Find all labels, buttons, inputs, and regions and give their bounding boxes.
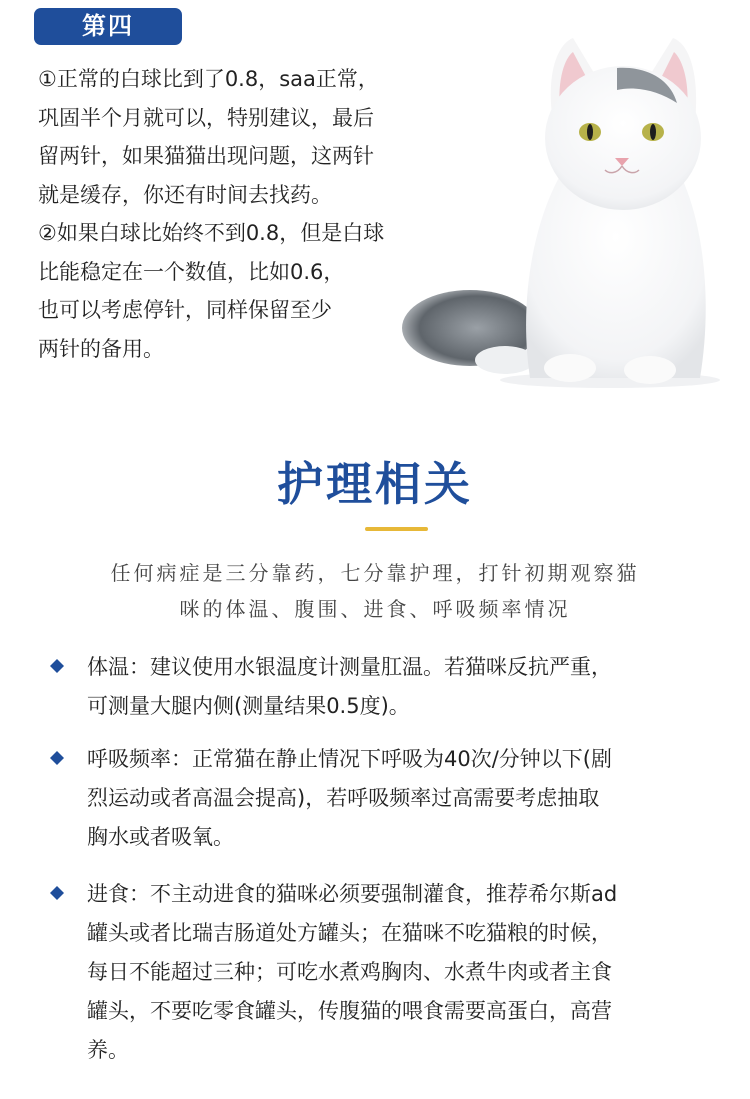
intro-line: 咪的体温、腹围、进食、呼吸频率情况 [179,597,571,621]
item-line: 罐头或者比瑞吉肠道处方罐头；在猫咪不吃猫粮的时候， [87,921,612,945]
badge-label: 第四 [82,12,134,40]
diamond-bullet-icon [50,886,64,900]
section-badge [34,8,182,45]
section-title: 护理相关 [277,457,473,511]
diamond-bullet-icon [50,751,64,765]
item-line: 烈运动或者高温会提高)，若呼吸频率过高需要考虑抽取 [87,786,600,810]
paragraph-line: 就是缓存，你还有时间去找药。 [38,182,332,207]
paragraph-line: 比能稳定在一个数值，比如0.6， [38,259,345,284]
item-line: 呼吸频率：正常猫在静止情况下呼吸为40次/分钟以下(剧 [87,747,612,771]
cat-illustration [395,28,725,388]
paragraph-line: ②如果白球比始终不到0.8，但是白球 [38,221,385,245]
item-line: 胸水或者吸氧。 [87,825,234,849]
paragraph-line: 巩固半个月就可以，特别建议，最后 [38,105,374,130]
item-line: 罐头，不要吃零食罐头，传腹猫的喂食需要高蛋白，高营 [87,999,612,1023]
item-line: 每日不能超过三种；可吃水煮鸡胸肉、水煮牛肉或者主食 [87,960,612,984]
item-line: 进食：不主动进食的猫咪必须要强制灌食，推荐希尔斯ad [87,882,618,906]
paragraph-line: 两针的备用。 [38,336,164,361]
intro-line: 任何病症是三分靠药，七分靠护理，打针初期观察猫 [110,561,640,585]
item-line: 可测量大腿内侧(测量结果0.5度)。 [87,694,410,718]
paragraph-line: 也可以考虑停针，同样保留至少 [38,298,332,322]
section-intro [40,555,710,627]
title-underline [365,527,428,531]
item-line: 体温：建议使用水银温度计测量肛温。若猫咪反抗严重， [87,655,612,679]
paragraph-line: ①正常的白球比到了0.8，saa正常， [38,67,379,91]
diamond-bullet-icon [50,659,64,673]
item-line: 养。 [87,1038,129,1062]
paragraph-line: 留两针，如果猫猫出现问题，这两针 [38,144,374,168]
